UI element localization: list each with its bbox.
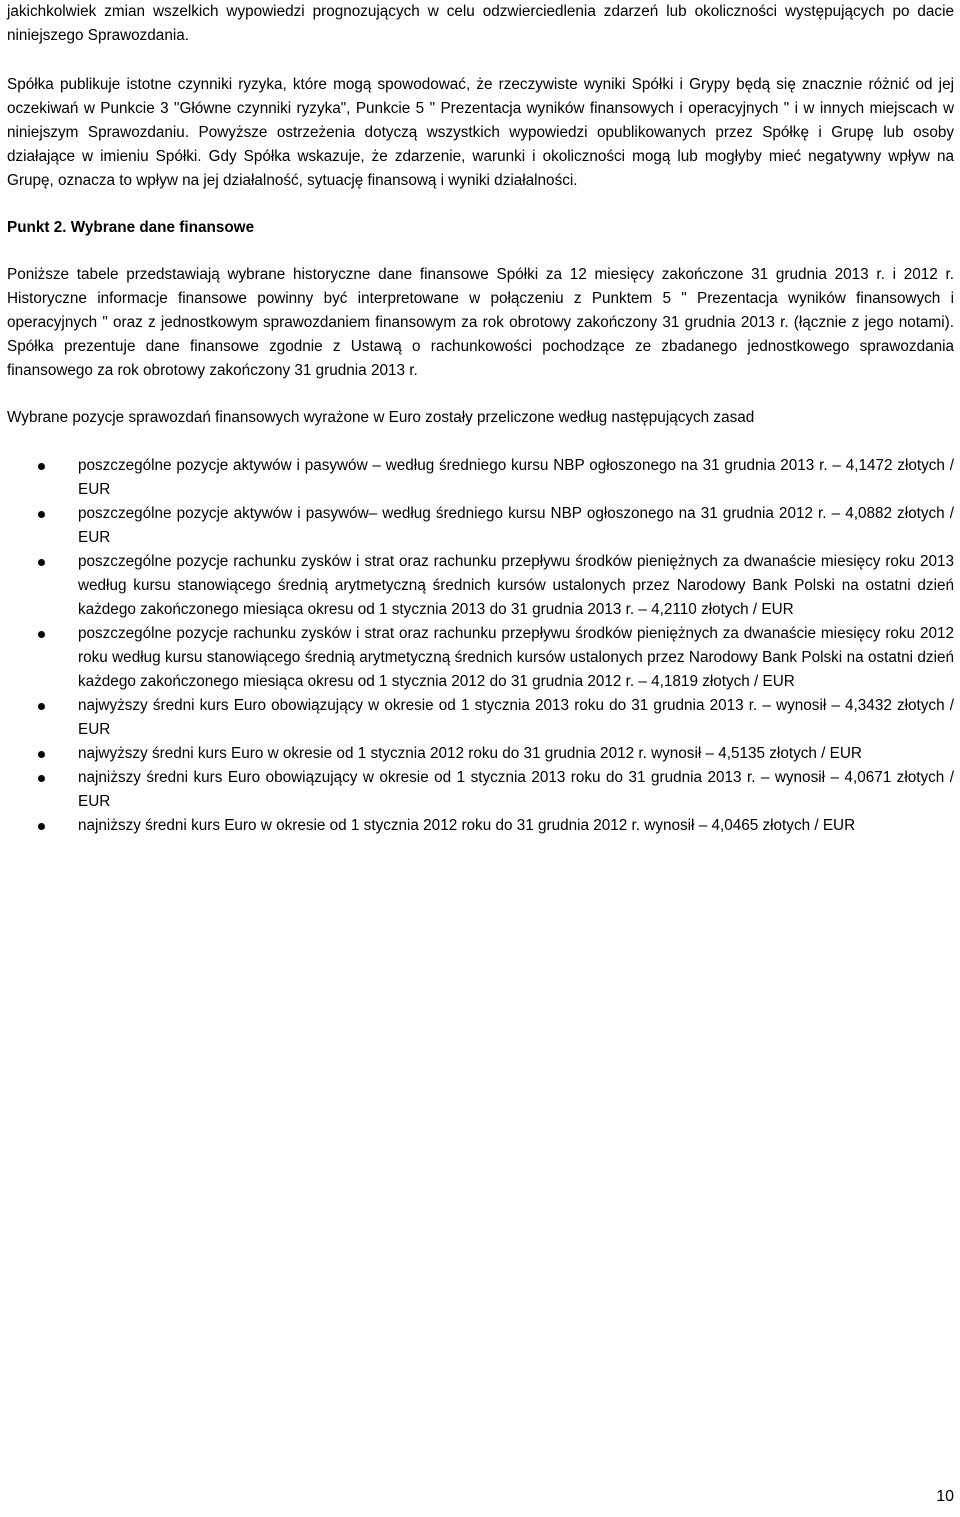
exchange-rate-list [7,454,954,838]
list-item [7,502,954,550]
list-item-text: najwyższy średni kurs Euro w okresie od 1 stycznia 2012 roku do 31 grudnia 2012 r. wynosił – 4,5135 złotych / EUR [78,745,862,762]
list-item [7,766,954,814]
bullet-icon [38,631,45,638]
paragraph-selected-data: Poniższe tabele przedstawiają wybrane historyczne dane finansowe Spółki za 12 miesięcy zakończone 31 grudnia 2013 r. i 2012 r. Historyczne informacje finansowe powinny być interpretowane w połączeniu z Punktem 5 " Prezentacja wyników finansowych i operacyjnych " oraz z jednostkowym sprawozdaniem finansowym za rok obrotowy zakończony 31 grudnia 2013 r. (łącznie z jego notami). Spółka prezentuje dane finansowe zgodnie z Ustawą o rachunkowości pochodzące ze zbadanego jednostkowego sprawozdania finansowego za rok obrotowy zakończony 31 grudnia 2013 r. [7,266,954,379]
section-heading [7,216,954,240]
list-item-text: najwyższy średni kurs Euro obowiązujący w okresie od 1 stycznia 2013 roku do 31 grudnia 2013 r. – wynosił – 4,3432 złotych / EUR [78,697,954,738]
list-item-text: poszczególne pozycje rachunku zysków i strat oraz rachunku przepływu środków pieniężnych za dwanaście miesięcy roku 2013 według kursu stanowiącego średnią arytmetyczną średnich kursów ustalonych przez Narodowy Bank Polski na ostatni dzień każdego zakończonego miesiąca okresu od 1 stycznia 2013 do 31 grudnia 2013 r. – 4,2110 złotych / EUR [78,553,954,618]
paragraph-intro-end: jakichkolwiek zmian wszelkich wypowiedzi prognozujących w celu odzwierciedlenia zdarzeń lub okoliczności występujących po dacie niniejszego Sprawozdania. [7,3,954,44]
list-item-text: poszczególne pozycje rachunku zysków i strat oraz rachunku przepływu środków pieniężnych za dwanaście miesięcy roku 2012 roku według kursu stanowiącego średnią arytmetyczną średnich kursów ustalonych przez Narodowy Bank Polski na ostatni dzień każdego zakończonego miesiąca okresu od 1 stycznia 2012 do 31 grudnia 2012 r. – 4,1819 złotych / EUR [78,625,954,690]
document-page [7,0,954,838]
bullet-icon [38,823,45,830]
list-item [7,550,954,622]
list-item-text: najniższy średni kurs Euro obowiązujący w okresie od 1 stycznia 2013 roku do 31 grudnia 2013 r. – wynosił – 4,0671 złotych / EUR [78,769,954,810]
bullet-icon [38,559,45,566]
list-item [7,454,954,502]
bullet-icon [38,703,45,710]
list-item-text: najniższy średni kurs Euro w okresie od 1 stycznia 2012 roku do 31 grudnia 2012 r. wynosił – 4,0465 złotych / EUR [78,817,856,834]
list-item [7,742,954,766]
section-title: Wybrane dane finansowe [70,219,255,236]
bullet-icon [38,511,45,518]
bullet-icon [38,751,45,758]
list-item-text: poszczególne pozycje aktywów i pasywów – według średniego kursu NBP ogłoszonego na 31 grudnia 2013 r. – 4,1472 złotych / EUR [78,457,954,498]
paragraph-risk-factors: Spółka publikuje istotne czynniki ryzyka, które mogą spowodować, że rzeczywiste wyniki Spółki i Grypy będą się znacznie różnić od jej oczekiwań w Punkcie 3 "Główne czynniki ryzyka", Punkcie 5 " Prezentacja wyników finansowych i operacyjnych " i w innych miejscach w niniejszym Sprawozdaniu. Powyższe ostrzeżenia dotyczą wszystkich wypowiedzi opublikowanych przez Spółkę i Grupę lub osoby działające w imieniu Spółki. Gdy Spółka wskazuje, że zdarzenie, warunki i okoliczności mogą lub mogłyby mieć negatywny wpływ na Grupę, oznacza to wpływ na jej działalność, sytuację finansową i wyniki działalności. [7,76,954,189]
section-label: Punkt 2. [7,219,67,236]
list-item [7,694,954,742]
list-item-text: poszczególne pozycje aktywów i pasywów– według średniego kursu NBP ogłoszonego na 31 grudnia 2012 r. – 4,0882 złotych / EUR [78,505,954,546]
list-item [7,622,954,694]
bullet-icon [38,775,45,782]
bullet-icon [38,463,45,470]
paragraph-rates-intro: Wybrane pozycje sprawozdań finansowych wyrażone w Euro zostały przeliczone według następujących zasad [7,409,755,426]
list-item [7,814,954,838]
page-number: 10 [936,1488,954,1505]
